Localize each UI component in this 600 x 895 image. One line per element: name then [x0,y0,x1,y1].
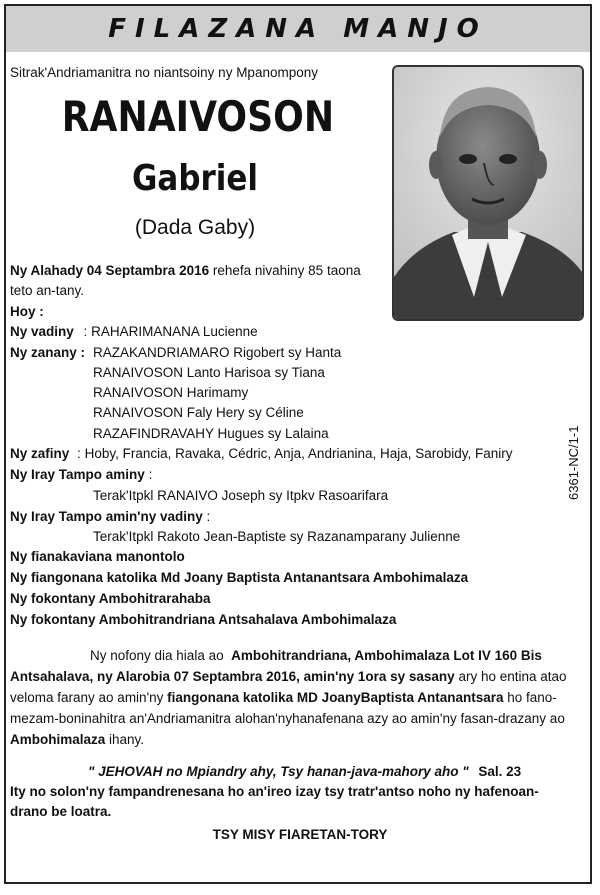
grandchildren-sep: : [77,446,81,461]
spouse-siblings-label: Ny Iray Tampo amin'ny vadiny [10,509,203,524]
portrait-photo [392,65,584,321]
child-item: RANAIVOSON Lanto Harisoa sy Tiana [93,365,325,380]
siblings-sep: : [148,467,153,482]
funeral-paragraph [10,645,586,750]
death-line-2: teto an-tany. [10,283,85,298]
children-label: Ny zanany : [10,345,86,360]
notice-line: Ity no solon'ny fampandrenesana ho an'ireo izay tsy tratr'antso noho ny hafenoan- [10,784,539,799]
deceased-nickname: (Dada Gaby) [134,216,256,239]
verse-line [88,764,521,779]
intro-text: Sitrak'Andriamanitra no niantsoiny ny Mpanompony [10,65,318,80]
siblings-label-row [10,467,152,482]
verse-ref: Sal. 23 [478,764,522,779]
grandchildren-label: Ny zafiny [10,446,70,461]
grandchildren-row [10,446,513,461]
reference-code: 6361-NC/1-1 [566,425,581,500]
portrait-image [394,67,582,319]
death-age: rehefa nivahiny 85 taona [209,263,361,278]
group-line: Ny fianakaviana manontolo [10,549,185,564]
hoy-label: Hoy : [10,304,44,319]
closing-text: TSY MISY FIARETAN-TORY [212,827,388,842]
spouse-siblings-label-row [10,509,210,524]
death-date: Ny Alahady 04 Septambra 2016 [10,263,210,278]
verse-text: " JEHOVAH no Mpiandry ahy, Tsy hanan-java-mahory aho " [88,764,469,779]
group-line: Ny fokontany Ambohitrarahaba [10,591,211,606]
child-item: RANAIVOSON Harimamy [93,385,249,400]
funeral-line-3: veloma farany ao amin'ny fiangonana katolika MD JoanyBaptista Antanantsara ho fano- [10,690,557,705]
funeral-line-5: Ambohimalaza ihany. [10,732,145,747]
funeral-line-2: Antsahalava, ny Alarobia 07 Septambra 2016, amin'ny 1ora sy sasany ary ho entina atao [10,669,567,684]
child-item: RAZAKANDRIAMARO Rigobert sy Hanta [93,345,342,360]
spouse-label: Ny vadiny [10,324,74,339]
death-line [10,263,361,278]
spouse-row [10,324,258,339]
siblings-value: Terak'Itpkl RANAIVO Joseph sy Itpkv Rasoarifara [93,488,389,503]
funeral-line-1: Ny nofony dia hiala ao Ambohitrandriana, Ambohimalaza Lot IV 160 Bis [90,648,542,663]
spouse-siblings-value: Terak'Itpkl Rakoto Jean-Baptiste sy Razanamparany Julienne [93,529,461,544]
spouse-sep: : [83,324,88,339]
child-item: RANAIVOSON Faly Hery sy Céline [93,405,304,420]
spouse-value: RAHARIMANANA Lucienne [91,324,258,339]
grandchildren-value: Hoby, Francia, Ravaka, Cédric, Anja, Andrianina, Haja, Sarobidy, Faniry [84,446,513,461]
funeral-line-4: mezam-boninahitra an'Andriamanitra alohan'nyhanafenana azy ao amin'ny fasan-drazany ao [10,711,565,726]
deceased-surname: RANAIVOSON [61,92,335,141]
child-item: RAZAFINDRAVAHY Hugues sy Lalaina [93,426,329,441]
notice-header: FILAZANA MANJO [6,6,590,52]
group-line: Ny fiangonana katolika Md Joany Baptista Antanantsara Ambohimalaza [10,570,469,585]
siblings-label: Ny Iray Tampo aminy [10,467,145,482]
notice-line: drano be loatra. [10,804,112,819]
deceased-given-name: Gabriel [132,158,258,199]
group-line: Ny fokontany Ambohitrandriana Antsahalava Ambohimalaza [10,612,397,627]
spouse-siblings-sep: : [206,509,211,524]
